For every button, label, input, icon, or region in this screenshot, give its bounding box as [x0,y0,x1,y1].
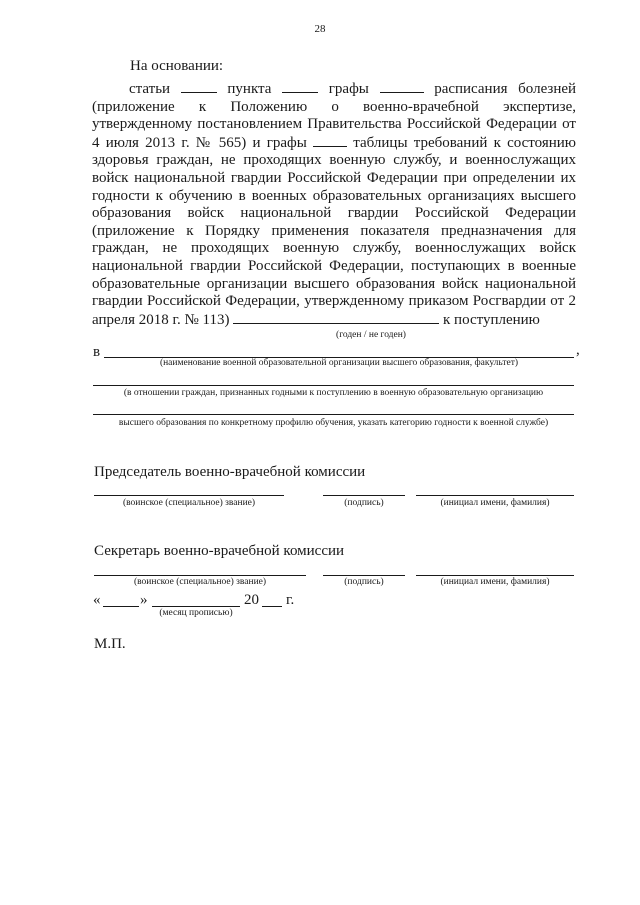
category-blank-2[interactable] [93,414,574,415]
secretary-signature-line[interactable] [323,575,405,576]
chairman-signature-line[interactable] [323,495,405,496]
date-month-caption: (месяц прописью) [159,608,233,618]
category-blank-1[interactable] [93,385,574,386]
date-year-line[interactable] [262,606,282,607]
para-text-5: таблицы требований к состоянию здоровья граждан, не проходящих военную службу, и военнослужащих войск национальной гвардии Российской Федерации при определении их годности к обучению в военных образовательных организациях высшего образования войск национальной гвардии Российской Федерации (приложение к Порядку применения показателя предназначения для граждан, не проходящих военную службу, военнослужащих войск национальной гвардии Российской Федерации, поступающих в военные образовательные организации высшего образования войск национальной гвардии Российской Федерации, утвержденному приказом Росгвардии от 2 апреля 2018 г. № 113) [92,134,577,328]
para-text-2: пункта [227,81,272,97]
chairman-title: Председатель военно-врачебной комиссии [94,464,366,480]
date-open-quote: « [93,592,101,608]
secretary-signature-caption: (подпись) [344,577,384,587]
para-text-3: графы [328,81,369,97]
chairman-rank-line[interactable] [94,495,284,496]
page-number: 28 [314,23,326,35]
table-column-blank[interactable] [313,134,347,147]
chairman-name-caption: (инициал имени, фамилия) [440,498,550,508]
fit-note-2: высшего образования по конкретному профилю обучения, указать категорию годности к военной службе) [118,418,549,428]
column-blank[interactable] [380,80,424,93]
para-text-1: статьи [129,81,171,97]
fit-blank[interactable] [233,311,439,324]
secretary-rank-caption: (воинское (специальное) звание) [133,577,267,587]
item-blank[interactable] [282,80,318,93]
chairman-signature-caption: (подпись) [344,498,384,508]
fit-note-1: (в отношении граждан, признанных годными к поступлению в военную образовательную организацию [123,388,544,398]
secretary-name-line[interactable] [416,575,574,576]
date-close-quote: » [140,592,148,608]
date-month-line[interactable] [152,606,240,607]
basis-label: На основании: [130,58,224,74]
in-suffix: , [576,342,580,358]
date-year-suffix: г. [286,592,295,608]
para-text-4: расписания болезней (приложение к Положению о военно-врачебной экспертизе, утвержденному постановлением Правительства Российской Федерации от 4 июля 2013 г. № 565) и графы [92,81,577,151]
seal-mark: М.П. [94,636,126,652]
secretary-title: Секретарь военно-врачебной комиссии [94,543,345,559]
body-paragraph [92,80,576,329]
date-year-prefix: 20 [244,592,259,608]
para-text-6: к поступлению [443,311,540,328]
secretary-rank-line[interactable] [94,575,306,576]
organization-caption: (наименование военной образовательной организации высшего образования, факультет) [159,358,519,368]
date-day-line[interactable] [103,606,139,607]
article-blank[interactable] [181,80,217,93]
secretary-name-caption: (инициал имени, фамилия) [440,577,550,587]
in-prefix: в [93,344,101,360]
fit-caption: (годен / не годен) [336,330,406,340]
chairman-name-line[interactable] [416,495,574,496]
chairman-rank-caption: (воинское (специальное) звание) [122,498,256,508]
